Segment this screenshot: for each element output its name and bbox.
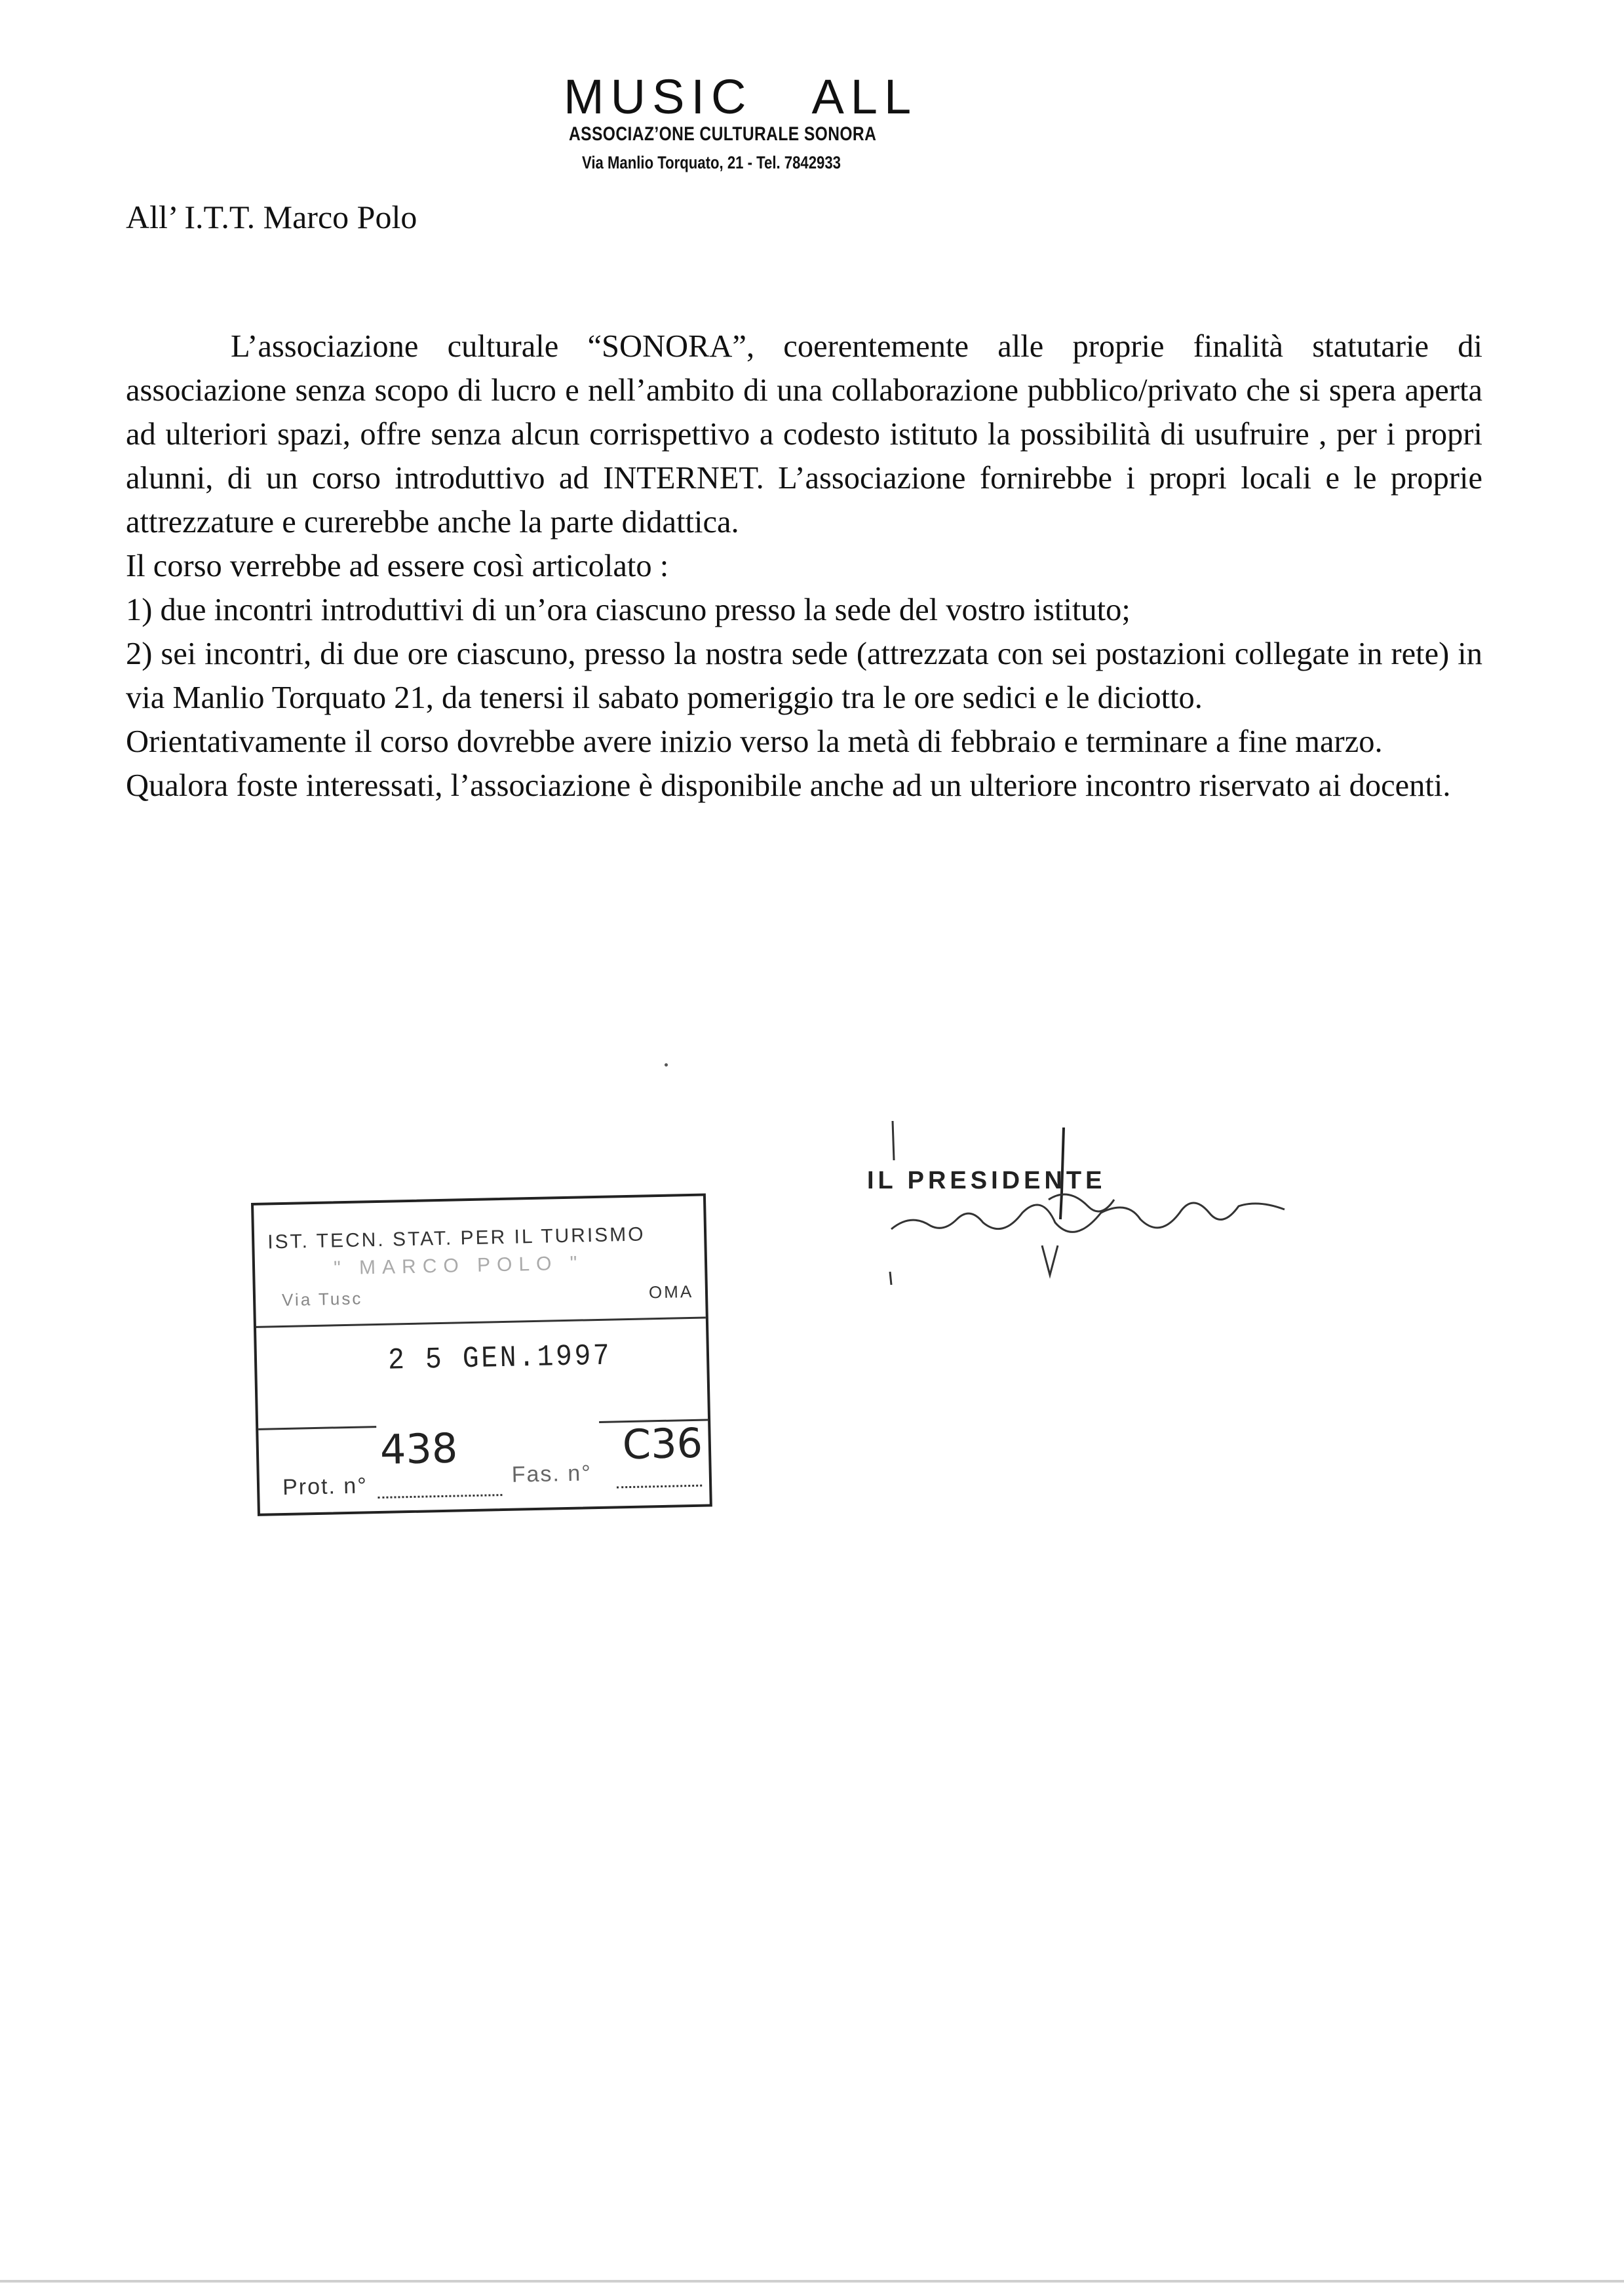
paragraph-schedule: Orientativamente il corso dovrebbe avere inizio verso la metà di febbraio e terminare a fine marzo. (126, 724, 1383, 759)
stamp-prot-dots (377, 1494, 502, 1499)
paragraph-item-2: 2) sei incontri, di due ore ciascuno, presso la nostra sede (attrezzata con sei postazioni collegate in rete) in via Manlio Torquato 21, da tenersi il sabato pomeriggio tra le ore sedici e le diciotto. (126, 637, 1482, 715)
paragraph-intro: L’associazione culturale “SONORA”, coerentemente alle proprie finalità statutarie di associazione senza scopo di lucro e nell’ambito di una collaborazione pubblico/privato che si spera aperta ad ulteriori spazi, offre senza alcun corrispettivo a codesto istituto la possibilità di usufruire , per i propri alunni, di un corso introduttivo ad INTERNET. L’associazione fornirebbe i propri locali e le proprie attrezzature e curerebbe anche la parte didattica. (126, 329, 1482, 539)
stamp-date: 2 5 GEN.1997 (387, 1339, 612, 1378)
letterhead-address: Via Manlio Torquato, 21 - Tel. 7842933 (582, 153, 841, 172)
stamp-address-left: Via Tusc (281, 1288, 363, 1310)
paragraph-item-1: 1) due incontri introduttivi di un’ora ciascuno presso la sede del vostro istituto; (126, 593, 1131, 627)
letterhead-name-right: ALL (811, 69, 918, 124)
paragraph-closing: Qualora foste interessati, l’associazione è disponibile anche ad un ulteriore incontro riservato ai docenti. (126, 768, 1451, 803)
letterhead-subtitle: ASSOCIAZ’ONE CULTURALE SONORA (569, 123, 877, 145)
paragraph-course: Il corso verrebbe ad essere così articolato : (126, 549, 669, 583)
stamp-address (281, 1281, 694, 1310)
page-bottom-edge (0, 2280, 1624, 2283)
letterhead-name-left: MUSIC (564, 69, 753, 124)
recipient: All’ I.T.T. Marco Polo (126, 199, 417, 235)
protocol-stamp (246, 1193, 705, 1521)
letter-body (126, 324, 1482, 808)
stamp-border (251, 1193, 712, 1516)
stamp-prot-number: 438 (379, 1424, 459, 1474)
stamp-address-city: OMA (648, 1281, 694, 1303)
stamp-school-name: " MARCO POLO " (333, 1252, 584, 1280)
stamp-fas-label: Fas. n° (511, 1461, 592, 1487)
stamp-fas-dots (617, 1485, 702, 1489)
handwritten-signature (852, 1114, 1311, 1285)
stamp-divider (256, 1317, 706, 1328)
signature-title: IL PRESIDENTE (867, 1167, 1106, 1194)
stamp-institute: IST. TECN. STAT. PER IL TURISMO (267, 1223, 646, 1253)
signature-block (852, 1114, 1311, 1285)
letterhead-name (564, 69, 944, 125)
stamp-fas-number: C36 (622, 1419, 703, 1469)
scan-speck (665, 1063, 668, 1067)
stamp-divider-left (258, 1426, 376, 1430)
stamp-prot-label: Prot. n° (282, 1473, 368, 1501)
